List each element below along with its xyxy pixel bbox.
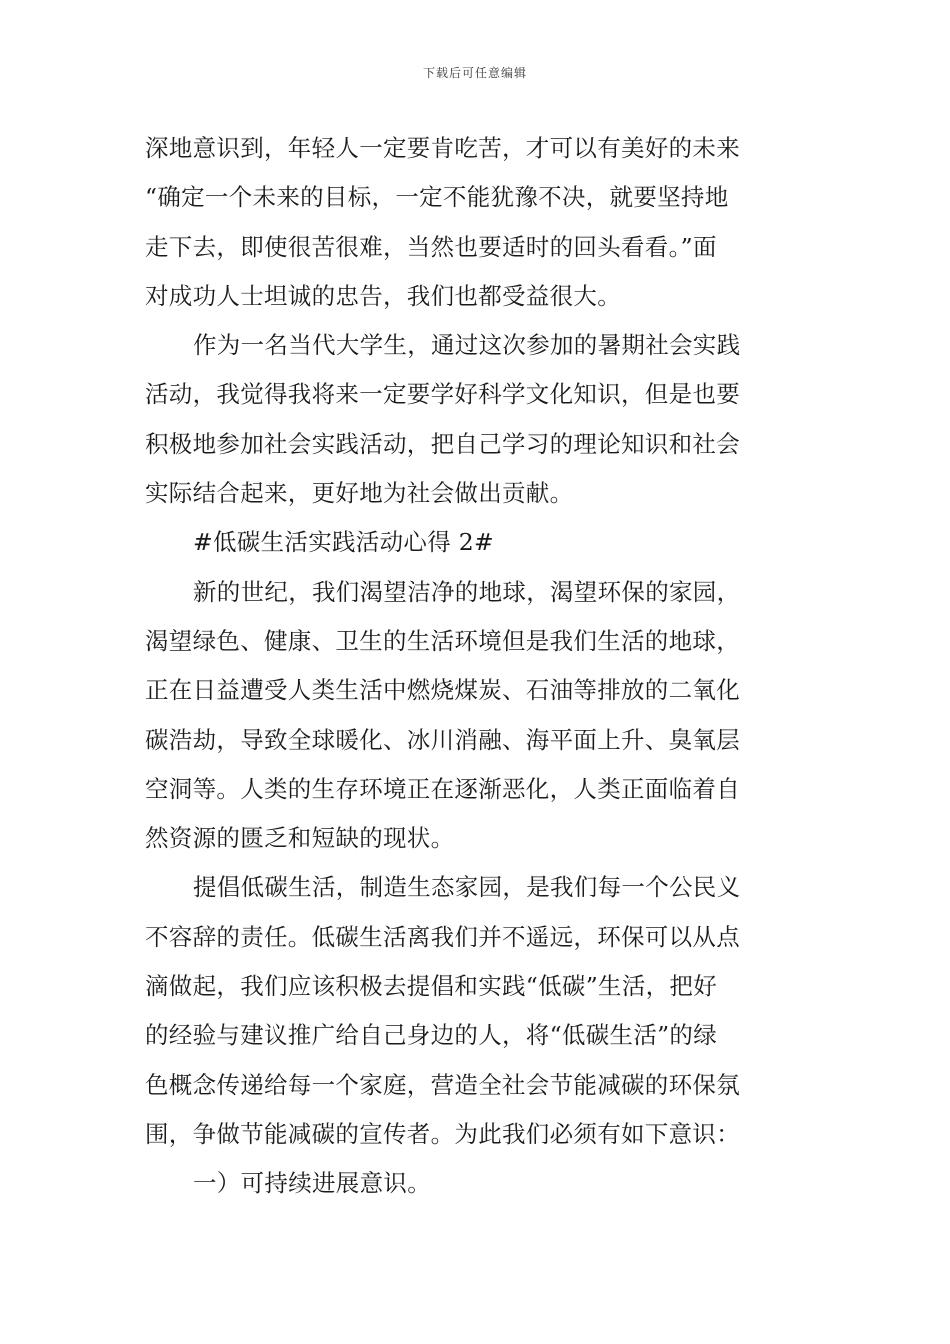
- text-line: 渴望绿色、健康、卫生的生活环境但是我们生活的地球，: [145, 626, 740, 655]
- text-line: 积极地参加社会实践活动，把自己学习的理论知识和社会: [145, 429, 740, 458]
- text-line: “确定一个未来的目标，一定不能犹豫不决，就要坚持地: [145, 183, 729, 212]
- text-line: 作为一名当代大学生，通过这次参加的暑期社会实践: [193, 331, 741, 360]
- list-item: 一）可持续进展意识。: [193, 1169, 431, 1198]
- text-line: 活动，我觉得我将来一定要学好科学文化知识，但是也要: [145, 380, 740, 409]
- document-body: [145, 124, 810, 1209]
- text-line: 提倡低碳生活，制造生态家园，是我们每一个公民义: [193, 873, 741, 902]
- section-heading: #低碳生活实践活动心得 2#: [193, 528, 495, 557]
- text-line: 然资源的匮乏和短缺的现状。: [145, 824, 455, 853]
- text-line: 碳浩劫，导致全球暖化、冰川消融、海平面上升、臭氧层: [145, 725, 740, 754]
- text-line: 深地意识到，年轻人一定要肯吃苦，才可以有美好的未来: [145, 134, 740, 162]
- text-line: 正在日益遭受人类生活中燃烧煤炭、石油等排放的二氧化: [145, 676, 740, 705]
- text-line: 围，争做节能减碳的宣传者。为此我们必须有如下意识：: [145, 1119, 740, 1148]
- text-line: 实际结合起来，更好地为社会做出贡献。: [145, 479, 574, 508]
- text-line: 滴做起，我们应该积极去提倡和实践“低碳”生活，把好: [145, 972, 718, 1001]
- text-line: 对成功人士坦诚的忠告，我们也都受益很大。: [145, 281, 621, 310]
- page-header: 下载后可任意编辑: [422, 66, 527, 80]
- text-line: 不容辞的责任。低碳生活离我们并不遥远，环保可以从点: [145, 922, 740, 951]
- text-line: 空洞等。人类的生存环境正在逐渐恶化，人类正面临着自: [145, 774, 740, 803]
- text-line: 新的世纪，我们渴望洁净的地球，渴望环保的家园，: [193, 577, 741, 606]
- text-line: 的经验与建议推广给自己身边的人，将“低碳生活”的绿: [145, 1021, 718, 1050]
- text-line: 走下去，即使很苦很难，当然也要适时的回头看看。”面: [145, 232, 717, 261]
- text-line: 色概念传递给每一个家庭，营造全社会节能减碳的环保氛: [145, 1070, 740, 1099]
